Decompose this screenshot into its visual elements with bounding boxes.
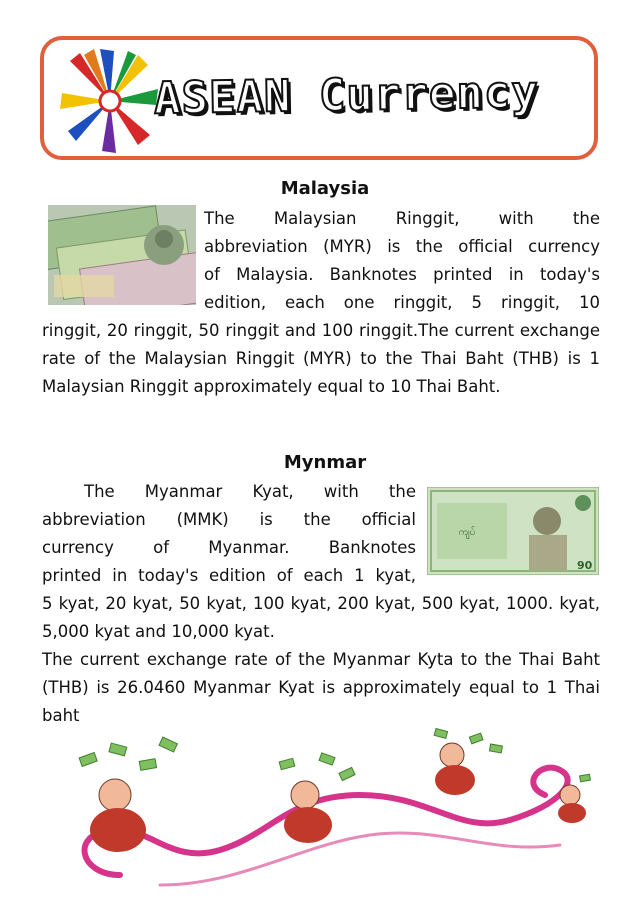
money-man-right-icon — [435, 743, 475, 795]
myanmar-line-4: printed in today's edition of each 1 kyat, — [42, 566, 416, 585]
malaysia-paragraph-intro — [204, 205, 600, 317]
malaysia-line-2: abbreviation (MYR) is the official currency — [204, 237, 600, 256]
money-man-far-right-icon — [558, 785, 586, 823]
malaysia-paragraph-body: ringgit, 20 ringgit, 50 ringgit and 100 ringgit.The current exchange rate of the Malaysian Ringgit (MYR) to the Thai Baht (THB) is 1 Malaysian Ringgit approximately equal to 10 Thai Baht. — [42, 321, 600, 396]
flying-banknotes-icon — [79, 729, 590, 782]
banner-title: ASEAN Currency — [153, 66, 540, 125]
money-swirl-decoration — [40, 725, 610, 895]
svg-text:ကျပ်: ကျပ် — [458, 527, 476, 538]
asean-flags-logo-icon — [58, 46, 162, 156]
malaysia-heading: Malaysia — [280, 178, 370, 199]
malaysia-line-4: edition, each one ringgit, 5 ringgit, 10 — [204, 293, 600, 312]
myanmar-heading: Mynmar — [283, 452, 367, 473]
myanmar-line-2: abbreviation (MMK) is the official — [42, 510, 416, 529]
myanmar-exchange-rate: The current exchange rate of the Myanmar Kyta to the Thai Baht (THB) is 26.0460 Myanmar Kyat is approximately equal to 1 Thai baht — [42, 650, 600, 725]
malaysia-line-1: The Malaysian Ringgit, with the — [204, 209, 600, 228]
myanmar-kyat-banknote-image — [427, 487, 599, 575]
myanmar-paragraph-body: 5 kyat, 20 kyat, 50 kyat, 100 kyat, 200 kyat, 500 kyat, 1000. kyat, 5,000 kyat and 10,000 kyat. — [42, 594, 600, 641]
myanmar-line-3: currency of Myanmar. Banknotes — [42, 538, 416, 557]
banknote-value: 90 — [577, 559, 593, 572]
money-man-left-icon — [90, 779, 146, 852]
malaysia-line-3: of Malaysia. Banknotes printed in today's — [204, 265, 600, 284]
malaysian-ringgit-banknotes-image — [48, 205, 196, 305]
myanmar-line-1: The Myanmar Kyat, with the — [84, 482, 416, 501]
myanmar-paragraph-intro — [42, 478, 416, 590]
title-banner — [40, 36, 598, 160]
